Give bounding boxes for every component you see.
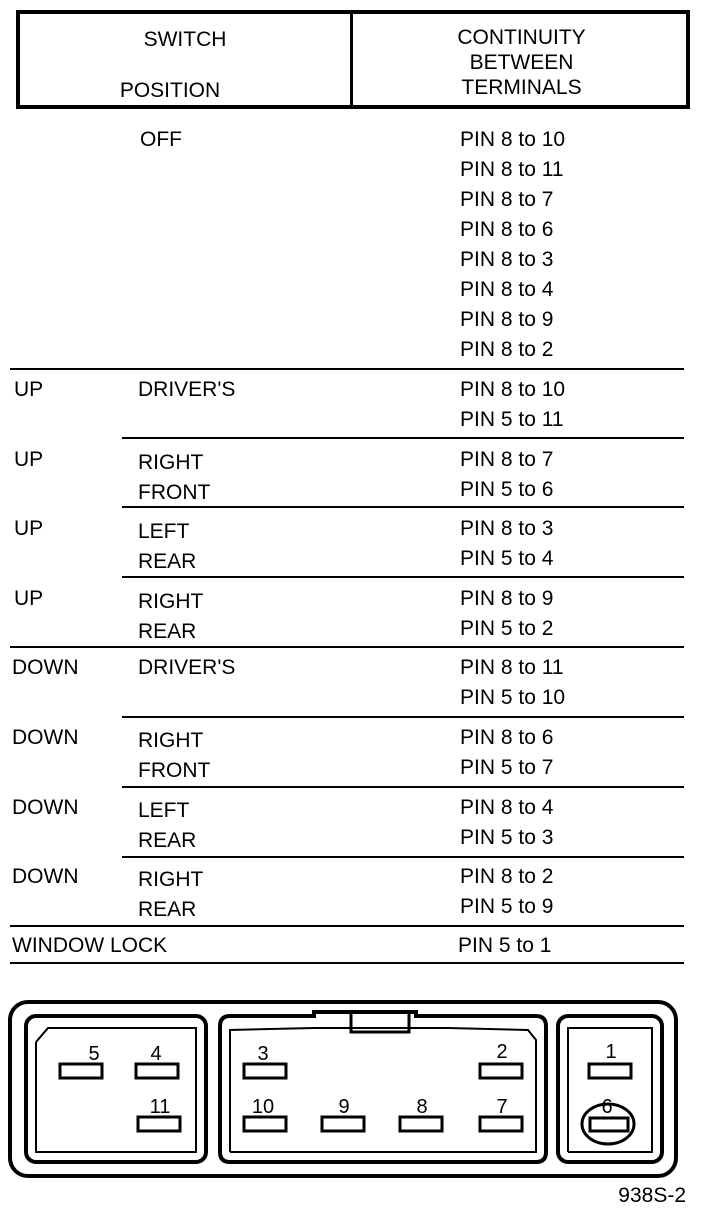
middle-cavity bbox=[220, 1012, 546, 1162]
pin-row: PIN 8 to 11 bbox=[460, 656, 564, 679]
pin-row: PIN 5 to 1 bbox=[458, 934, 552, 957]
connector-diagram bbox=[8, 1000, 678, 1178]
pin-row: PIN 8 to 6 bbox=[460, 726, 554, 749]
section-divider bbox=[10, 925, 684, 927]
switch-label: DRIVER'S bbox=[138, 378, 236, 401]
pin-row: PIN 8 to 2 bbox=[460, 865, 554, 888]
terminal-label-5: 5 bbox=[88, 1043, 100, 1065]
terminal-slot-10 bbox=[244, 1117, 286, 1131]
pin-row: PIN 5 to 9 bbox=[460, 895, 554, 918]
table-header bbox=[16, 10, 690, 109]
terminal-label-4: 4 bbox=[150, 1043, 162, 1065]
pin-row: PIN 8 to 4 bbox=[460, 796, 554, 819]
switch-label: LEFT REAR bbox=[138, 520, 197, 573]
continuity-header-line3: TERMINALS bbox=[461, 76, 582, 99]
pin-row: PIN 5 to 2 bbox=[460, 617, 554, 640]
pin-row: PIN 8 to 3 bbox=[460, 517, 554, 540]
switch-label: DRIVER'S bbox=[138, 656, 236, 679]
terminal-slot-2 bbox=[480, 1064, 522, 1078]
terminal-slot-7 bbox=[480, 1117, 522, 1131]
section-divider bbox=[10, 368, 684, 370]
pin-row: PIN 5 to 11 bbox=[460, 408, 564, 431]
pin-row: PIN 5 to 7 bbox=[460, 756, 554, 779]
pin-row: PIN 5 to 3 bbox=[460, 826, 554, 849]
row-divider bbox=[122, 437, 684, 439]
pin-row: PIN 8 to 6 bbox=[460, 218, 554, 241]
direction-label: DOWN bbox=[12, 726, 79, 749]
switch-label: RIGHT REAR bbox=[138, 590, 203, 643]
pin-row: PIN 8 to 9 bbox=[460, 308, 554, 331]
terminal-label-3: 3 bbox=[257, 1043, 269, 1065]
section-divider bbox=[10, 646, 684, 648]
terminal-slot-8 bbox=[400, 1117, 442, 1131]
pin-row: PIN 8 to 7 bbox=[460, 188, 554, 211]
window-lock-label: WINDOW LOCK bbox=[12, 934, 168, 957]
switch-label: RIGHT FRONT bbox=[138, 729, 211, 782]
pin-row: PIN 8 to 4 bbox=[460, 278, 554, 301]
direction-label: UP bbox=[14, 587, 44, 610]
row-divider bbox=[122, 506, 684, 508]
terminal-label-9: 9 bbox=[338, 1096, 350, 1118]
switch-label: RIGHT REAR bbox=[138, 868, 203, 921]
terminal-slot-11 bbox=[138, 1117, 180, 1131]
terminal-slot-6 bbox=[590, 1118, 628, 1131]
row-divider bbox=[122, 716, 684, 718]
terminal-slot-1 bbox=[589, 1064, 631, 1078]
figure-id: 938S-2 bbox=[618, 1184, 686, 1207]
direction-label: DOWN bbox=[12, 656, 79, 679]
terminal-slot-3 bbox=[244, 1064, 286, 1078]
switch-header-line1: SWITCH bbox=[143, 28, 227, 51]
terminal-label-7: 7 bbox=[496, 1096, 508, 1118]
switch-header-line2: POSITION bbox=[119, 79, 221, 102]
terminal-label-6: 6 bbox=[601, 1096, 613, 1118]
row-divider bbox=[122, 856, 684, 858]
middle-cavity-inner bbox=[230, 1028, 536, 1152]
terminal-label-2: 2 bbox=[496, 1041, 508, 1063]
pin-row: PIN 8 to 3 bbox=[460, 248, 554, 271]
pin-row: PIN 8 to 2 bbox=[460, 338, 554, 361]
pin-row: PIN 8 to 10 bbox=[460, 378, 566, 401]
terminal-label-10: 10 bbox=[251, 1096, 275, 1118]
pin-row: PIN 5 to 10 bbox=[460, 686, 566, 709]
continuity-header-line2: BETWEEN bbox=[469, 51, 574, 74]
left-cavity-inner bbox=[36, 1028, 196, 1152]
direction-label: DOWN bbox=[12, 796, 79, 819]
terminal-slot-9 bbox=[322, 1117, 364, 1131]
section-divider bbox=[10, 962, 684, 964]
continuity-header-line1: CONTINUITY bbox=[457, 26, 586, 49]
pin-row: PIN 8 to 11 bbox=[460, 158, 564, 181]
switch-label: LEFT REAR bbox=[138, 799, 197, 852]
terminal-label-1: 1 bbox=[605, 1041, 617, 1063]
pin-row: PIN 8 to 7 bbox=[460, 448, 554, 471]
pin-row: PIN 8 to 10 bbox=[460, 128, 566, 151]
terminal-slot-4 bbox=[136, 1064, 178, 1078]
pin-row: PIN 5 to 4 bbox=[460, 547, 554, 570]
right-cavity bbox=[558, 1016, 662, 1162]
pin-row: PIN 5 to 6 bbox=[460, 478, 554, 501]
left-cavity bbox=[26, 1016, 206, 1162]
row-divider bbox=[122, 786, 684, 788]
terminal-label-11: 11 bbox=[149, 1096, 171, 1118]
direction-label: UP bbox=[14, 448, 44, 471]
direction-label: DOWN bbox=[12, 865, 79, 888]
terminal-slot-5 bbox=[60, 1064, 102, 1078]
row-divider bbox=[122, 576, 684, 578]
pin-row: PIN 8 to 9 bbox=[460, 587, 554, 610]
switch-label: RIGHT FRONT bbox=[138, 451, 211, 504]
direction-label: UP bbox=[14, 378, 44, 401]
terminal-label-8: 8 bbox=[416, 1096, 428, 1118]
switch-off: OFF bbox=[140, 128, 182, 151]
direction-label: UP bbox=[14, 517, 44, 540]
